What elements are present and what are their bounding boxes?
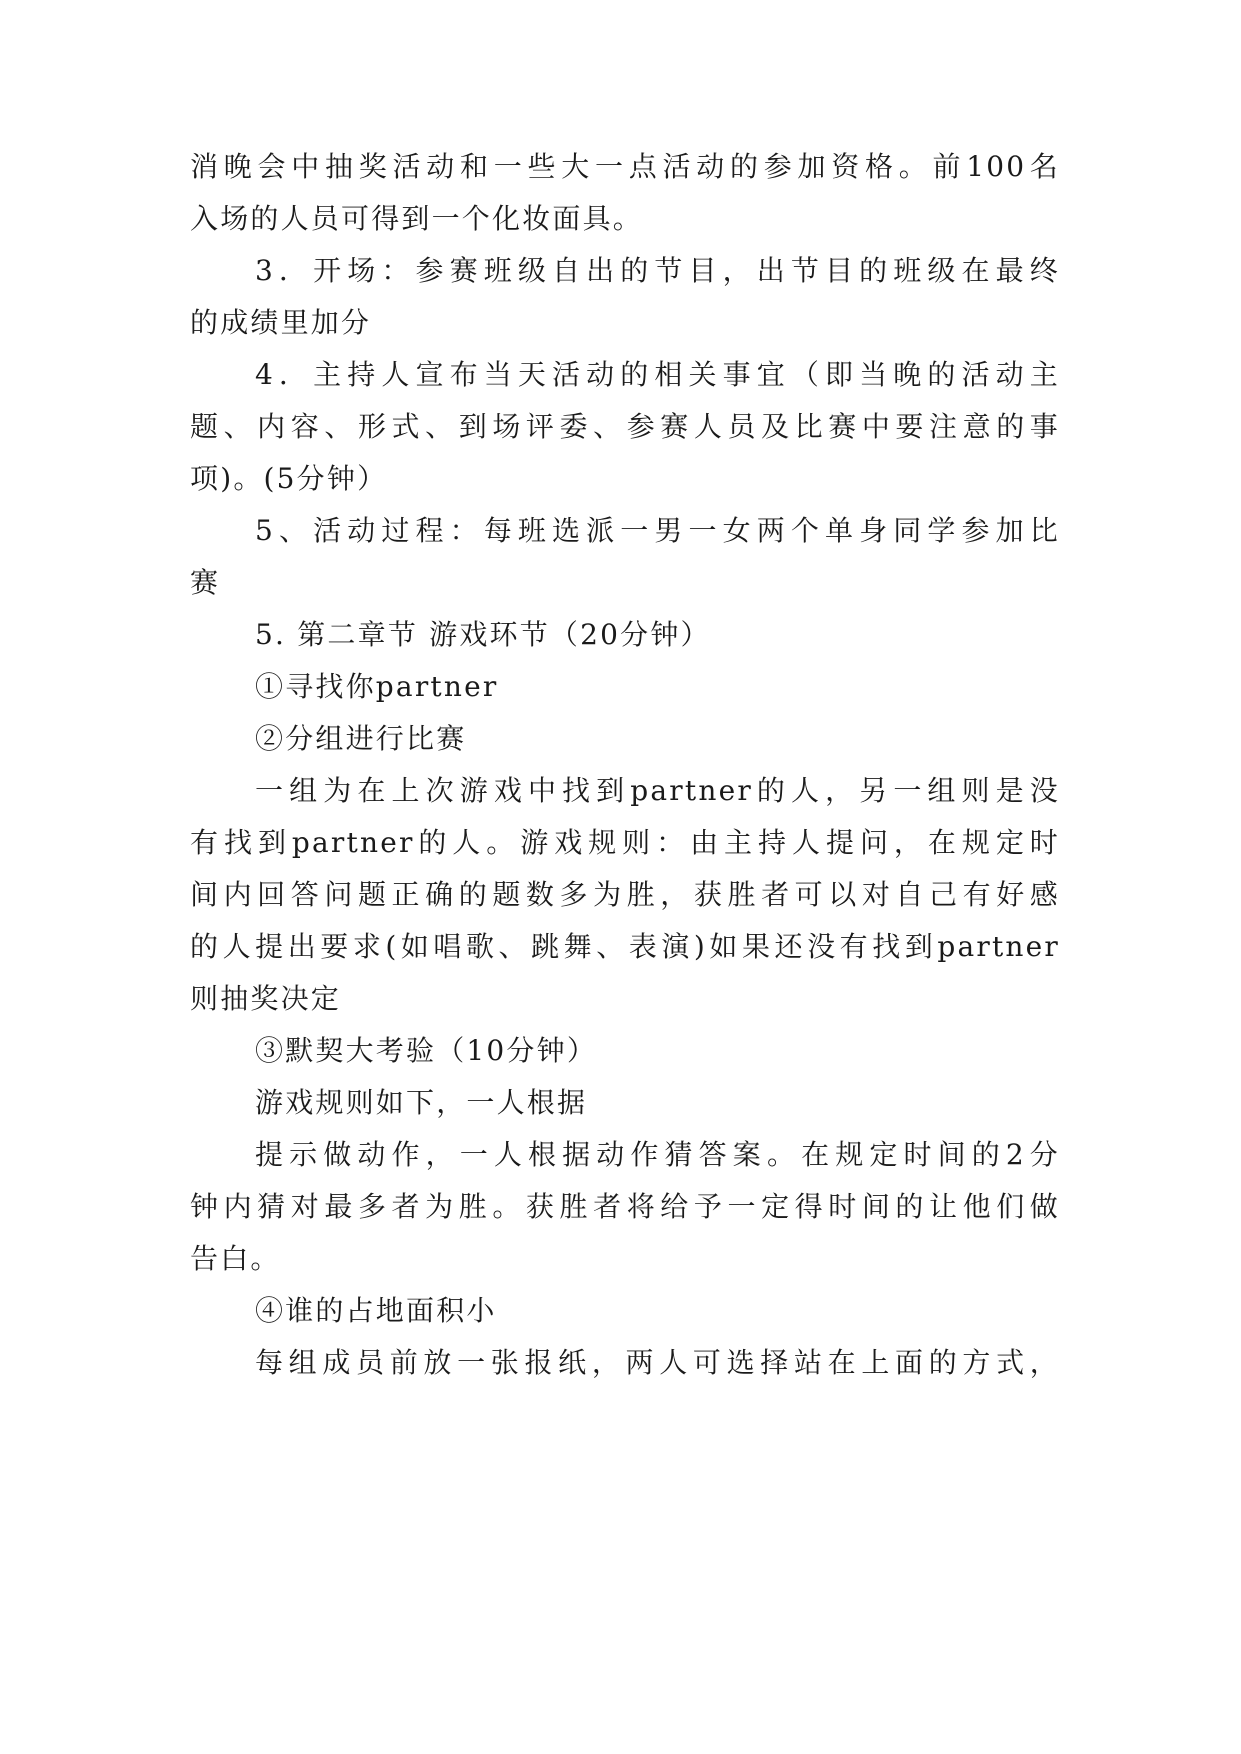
list-item: ②分组进行比赛 [255, 722, 467, 755]
text-line: 告白。 [190, 1242, 281, 1275]
text-line: 赛 [190, 566, 221, 599]
text-line: 提示做动作，一人根据动作猜答案。在规定时间的2分 [255, 1138, 1060, 1171]
text-line: 游戏规则如下，一人根据 [255, 1086, 588, 1119]
text-line: 4．主持人宣布当天活动的相关事宜（即当晚的活动主 [255, 358, 1060, 391]
section-heading: 5. 第二章节 游戏环节（20分钟） [255, 618, 711, 651]
text-line: 每组成员前放一张报纸，两人可选择站在上面的方式， [255, 1346, 1060, 1379]
text-line: 3．开场：参赛班级自出的节目，出节目的班级在最终 [255, 254, 1060, 287]
text-line: 消晚会中抽奖活动和一些大一点活动的参加资格。前100名 [190, 150, 1060, 183]
text-line: 的人提出要求(如唱歌、跳舞、表演)如果还没有找到partner [190, 930, 1060, 963]
text-line: 一组为在上次游戏中找到partner的人，另一组则是没 [255, 774, 1060, 807]
text-line: 的成绩里加分 [190, 306, 372, 339]
text-line: 则抽奖决定 [190, 982, 342, 1015]
text-line: 5、活动过程：每班选派一男一女两个单身同学参加比 [255, 514, 1060, 547]
list-item: ③默契大考验（10分钟） [255, 1034, 598, 1067]
list-item: ①寻找你partner [255, 670, 499, 703]
text-line: 间内回答问题正确的题数多为胜，获胜者可以对自己有好感 [190, 878, 1060, 911]
text-line: 项)。(5分钟） [190, 462, 388, 495]
text-line: 入场的人员可得到一个化妆面具。 [190, 202, 644, 235]
list-item: ④谁的占地面积小 [255, 1294, 497, 1327]
text-line: 有找到partner的人。游戏规则：由主持人提问，在规定时 [190, 826, 1060, 859]
text-line: 题、内容、形式、到场评委、参赛人员及比赛中要注意的事 [190, 410, 1060, 443]
text-line: 钟内猜对最多者为胜。获胜者将给予一定得时间的让他们做 [190, 1190, 1060, 1223]
